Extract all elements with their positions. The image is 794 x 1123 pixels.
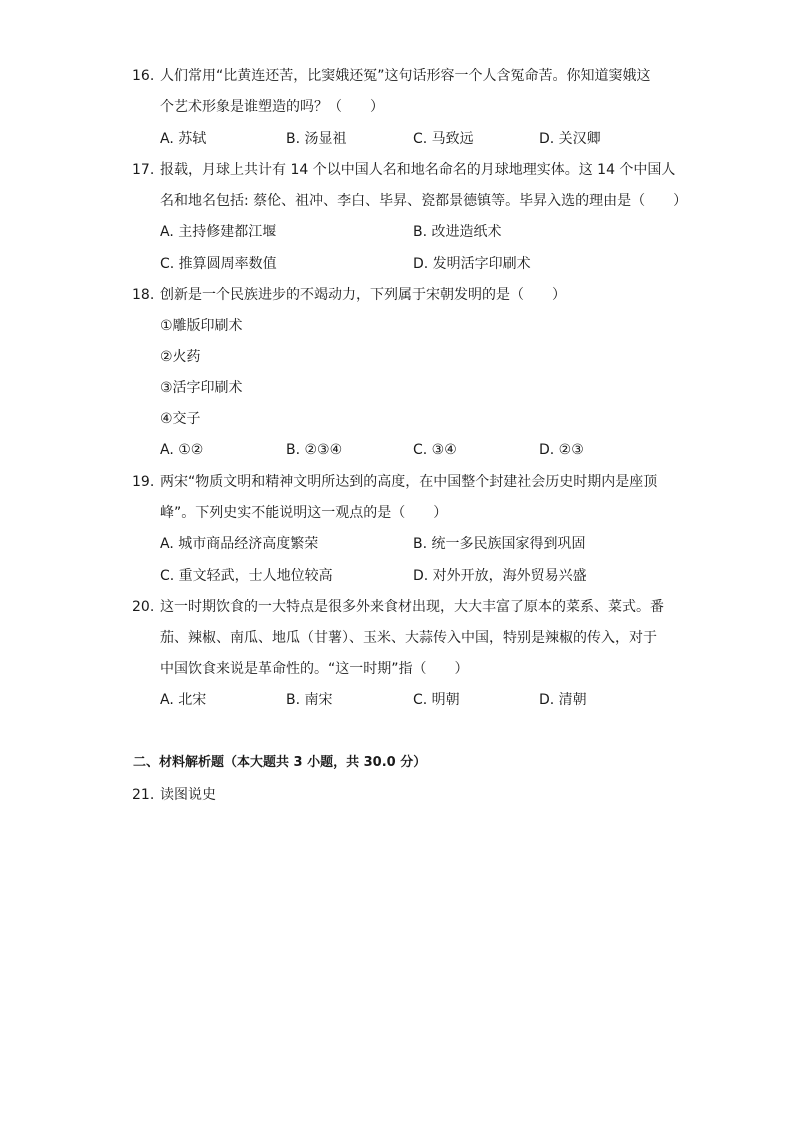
option-a[interactable]: A. 北宋: [160, 692, 207, 708]
question-text-line: 个艺术形象是谁塑造的吗？（ ）: [160, 99, 384, 115]
question-text-line: 报载，月球上共计有 14 个以中国人名和地名命名的月球地理实体。这 14 个中国人: [160, 162, 676, 178]
question-text-line: 创新是一个民族进步的不竭动力，下列属于宋朝发明的是（ ）: [160, 287, 566, 303]
option-b[interactable]: B. 汤显祖: [286, 131, 347, 147]
section-heading: 二、材料解析题（本大题共 3 小题，共 30.0 分）: [133, 755, 427, 770]
option-c[interactable]: C. 明朝: [413, 692, 460, 708]
question-number: 20.: [132, 599, 155, 615]
option-c[interactable]: C. 马致远: [413, 131, 474, 147]
question-text-line: 峰”。下列史实不能说明这一观点的是（ ）: [160, 505, 448, 521]
question-text-line: 名和地名包括: 蔡伦、祖冲、李白、毕昇、瓷都景德镇等。毕昇入选的理由是（ ）: [160, 193, 688, 209]
question-text-line: 两宋“物质文明和精神文明所达到的高度，在中国整个封建社会历史时期内是座顶: [160, 474, 658, 490]
question-number: 18.: [132, 287, 155, 303]
question-text-line: 这一时期饮食的一大特点是很多外来食材出现，大大丰富了原本的菜系、菜式。番: [160, 599, 664, 615]
option-d[interactable]: D. 关汉卿: [539, 131, 601, 147]
question-text-line: 茄、辣椒、南瓜、地瓜（甘薯）、玉米、大蒜传入中国，特别是辣椒的传入，对于: [160, 630, 657, 646]
option-c[interactable]: C. 重文轻武，士人地位较高: [160, 568, 333, 584]
question-text-line: 读图说史: [160, 787, 216, 803]
option-a[interactable]: A. 主持修建都江堰: [160, 224, 277, 240]
option-d[interactable]: D. ②③: [539, 442, 584, 458]
question-number: 21.: [132, 787, 155, 803]
option-c[interactable]: C. ③④: [413, 442, 457, 458]
option-b[interactable]: B. 南宋: [286, 692, 333, 708]
option-b[interactable]: B. ②③④: [286, 442, 343, 458]
question-text-line: 中国饮食来说是革命性的。“这一时期”指（ ）: [160, 661, 469, 677]
option-a[interactable]: A. ①②: [160, 442, 204, 458]
statement-item: ②火药: [160, 349, 201, 365]
option-d[interactable]: D. 对外开放，海外贸易兴盛: [413, 568, 587, 584]
statement-item: ④交子: [160, 411, 201, 427]
option-d[interactable]: D. 发明活字印刷术: [413, 256, 531, 272]
option-b[interactable]: B. 改进造纸术: [413, 224, 502, 240]
question-number: 17.: [132, 162, 155, 178]
question-number: 16.: [132, 68, 155, 84]
option-b[interactable]: B. 统一多民族国家得到巩固: [413, 536, 586, 552]
statement-item: ①雕版印刷术: [160, 318, 243, 334]
question-number: 19.: [132, 474, 155, 490]
option-c[interactable]: C. 推算圆周率数值: [160, 256, 277, 272]
option-a[interactable]: A. 苏轼: [160, 131, 207, 147]
option-d[interactable]: D. 清朝: [539, 692, 587, 708]
statement-item: ③活字印刷术: [160, 380, 243, 396]
option-a[interactable]: A. 城市商品经济高度繁荣: [160, 536, 319, 552]
question-text-line: 人们常用“比黄连还苦，比窦娥还冤”这句话形容一个人含冤命苦。你知道窦娥这: [160, 68, 651, 84]
